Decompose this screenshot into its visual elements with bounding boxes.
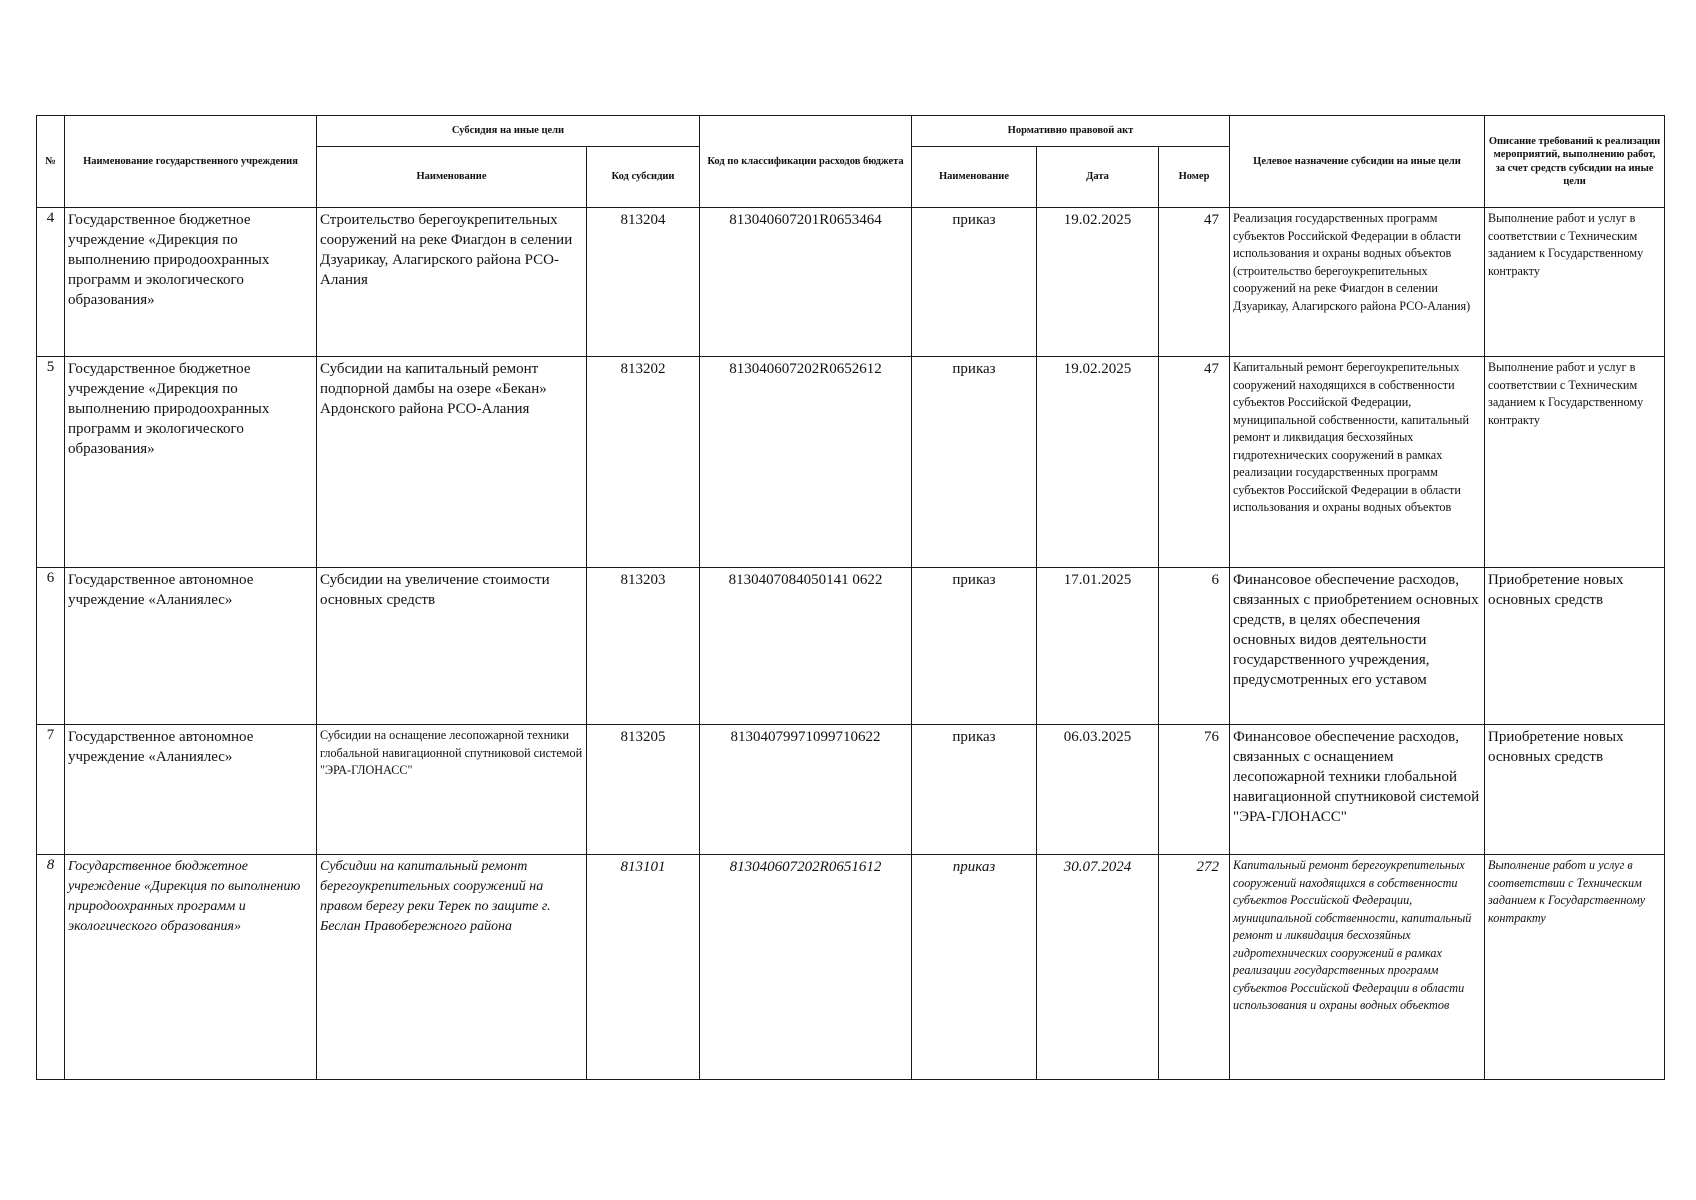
institution-cell: Государственное автономное учреждение «Аланиялес» [65,725,317,855]
requirements-cell: Выполнение работ и услуг в соответствии с Техническим заданием к Государственному контракту [1485,208,1665,357]
act-name-cell: приказ [912,208,1037,357]
header-act-date: Дата [1037,147,1159,208]
act-name-cell: приказ [912,568,1037,725]
header-act-name: Наименование [912,147,1037,208]
subsidy-code-cell: 813101 [587,855,700,1080]
subsidy-code-cell: 813203 [587,568,700,725]
header-requirements: Описание требований к реализации мероприятий, выполнению работ, за счет средств субсидии на иные цели [1485,116,1665,208]
act-name-cell: приказ [912,855,1037,1080]
row-number: 4 [37,208,65,357]
table-row [37,208,1665,357]
row-number: 7 [37,725,65,855]
header-group-act: Нормативно правовой акт [912,116,1230,147]
act-number-cell: 6 [1159,568,1230,725]
act-date-cell: 30.07.2024 [1037,855,1159,1080]
header-num: № [37,116,65,208]
table-row [37,855,1665,1080]
purpose-cell: Реализация государственных программ субъектов Российской Федерации в области использования и охраны водных объектов (строительство берегоукрепительных сооружений на реке Фиагдон в селении Дзуарикау, Алагирского района РСО-Алания) [1230,208,1485,357]
subsidy-code-cell: 813204 [587,208,700,357]
act-date-cell: 19.02.2025 [1037,208,1159,357]
act-date-cell: 17.01.2025 [1037,568,1159,725]
header-subsidy-code: Код субсидии [587,147,700,208]
subsidy-name-cell: Субсидии на капитальный ремонт подпорной дамбы на озере «Бекан» Ардонского района РСО-Алания [317,357,587,568]
institution-cell: Государственное бюджетное учреждение «Дирекция по выполнению природоохранных программ и экологического образования» [65,208,317,357]
act-date-cell: 19.02.2025 [1037,357,1159,568]
header-subsidy-name: Наименование [317,147,587,208]
table-row [37,357,1665,568]
act-name-cell: приказ [912,357,1037,568]
budget-code-cell: 813040607201R0653464 [700,208,912,357]
requirements-cell: Выполнение работ и услуг в соответствии с Техническим заданием к Государственному контракту [1485,855,1665,1080]
requirements-cell: Приобретение новых основных средств [1485,725,1665,855]
purpose-cell: Капитальный ремонт берегоукрепительных сооружений находящихся в собственности субъектов Российской Федерации, муниципальной собственности, капитальный ремонт и ликвидация бесхозяйных гидротехнических сооружений в рамках реализации государственных программ субъектов Российской Федерации в области использования и охраны водных объектов [1230,357,1485,568]
row-number: 8 [37,855,65,1080]
subsidy-name-cell: Субсидии на капитальный ремонт берегоукрепительных сооружений на правом берегу реки Терек по защите г. Беслан Правобережного района [317,855,587,1080]
purpose-cell: Финансовое обеспечение расходов, связанных с оснащением лесопожарной техники глобальной навигационной спутниковой системой "ЭРА-ГЛОНАСС" [1230,725,1485,855]
institution-cell: Государственное бюджетное учреждение «Дирекция по выполнению природоохранных программ и экологического образования» [65,855,317,1080]
institution-cell: Государственное бюджетное учреждение «Дирекция по выполнению природоохранных программ и экологического образования» [65,357,317,568]
act-number-cell: 76 [1159,725,1230,855]
subsidy-code-cell: 813202 [587,357,700,568]
institution-cell: Государственное автономное учреждение «Аланиялес» [65,568,317,725]
budget-code-cell: 81304079971099710622 [700,725,912,855]
purpose-cell: Финансовое обеспечение расходов, связанных с приобретением основных средств, в целях обеспечения основных видов деятельности государственного учреждения, предусмотренных его уставом [1230,568,1485,725]
subsidy-name-cell: Субсидии на увеличение стоимости основных средств [317,568,587,725]
act-number-cell: 47 [1159,357,1230,568]
budget-code-cell: 8130407084050141 0622 [700,568,912,725]
budget-code-cell: 813040607202R0652612 [700,357,912,568]
table-row [37,725,1665,855]
subsidy-code-cell: 813205 [587,725,700,855]
header-act-number: Номер [1159,147,1230,208]
budget-code-cell: 813040607202R0651612 [700,855,912,1080]
header-purpose: Целевое назначение субсидии на иные цели [1230,116,1485,208]
purpose-cell: Капитальный ремонт берегоукрепительных сооружений находящихся в собственности субъектов Российской Федерации, муниципальной собственности, капитальный ремонт и ликвидация бесхозяйных гидротехнических сооружений в рамках реализации государственных программ субъектов Российской Федерации в области использования и охраны водных объектов [1230,855,1485,1080]
table-row [37,568,1665,725]
row-number: 6 [37,568,65,725]
row-number: 5 [37,357,65,568]
requirements-cell: Выполнение работ и услуг в соответствии с Техническим заданием к Государственному контракту [1485,357,1665,568]
subsidy-name-cell: Субсидии на оснащение лесопожарной техники глобальной навигационной спутниковой системой "ЭРА-ГЛОНАСС" [317,725,587,855]
requirements-cell: Приобретение новых основных средств [1485,568,1665,725]
subsidy-table [36,115,1665,1080]
act-name-cell: приказ [912,725,1037,855]
header-group-subsidy: Субсидия на иные цели [317,116,700,147]
header-row-top [37,116,1665,147]
header-budget-code: Код по классификации расходов бюджета [700,116,912,208]
subsidy-name-cell: Строительство берегоукрепительных сооружений на реке Фиагдон в селении Дзуарикау, Алагирского района РСО-Алания [317,208,587,357]
act-number-cell: 47 [1159,208,1230,357]
act-date-cell: 06.03.2025 [1037,725,1159,855]
act-number-cell: 272 [1159,855,1230,1080]
header-institution: Наименование государственного учреждения [65,116,317,208]
